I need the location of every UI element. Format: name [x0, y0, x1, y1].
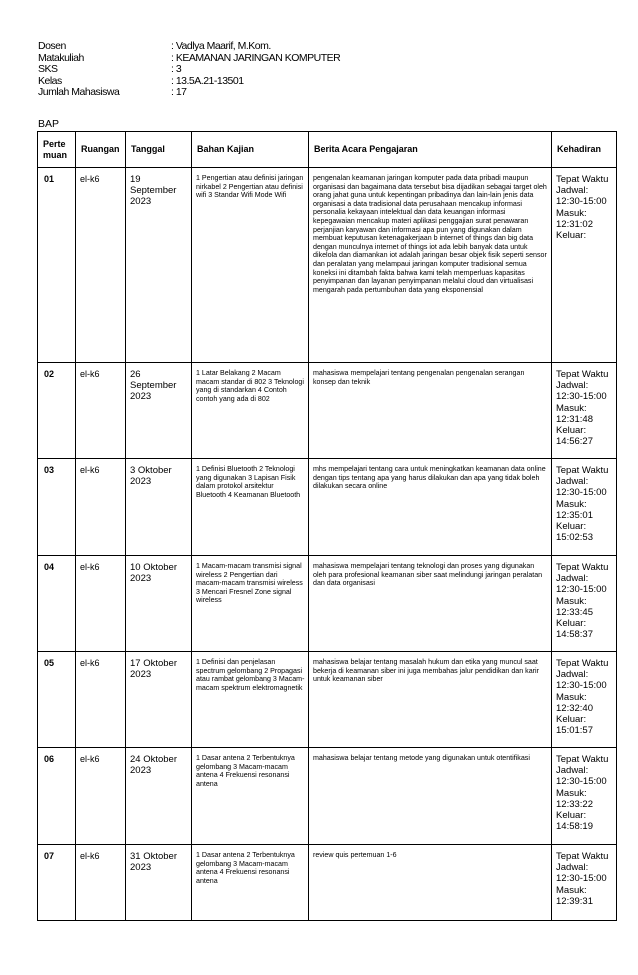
cell-tanggal: 24 Oktober 2023 [126, 748, 192, 845]
info-row-sks [38, 64, 458, 76]
cell-ruangan: el-k6 [76, 459, 126, 556]
col-header-tanggal: Tanggal [126, 132, 192, 168]
info-value: : 3 [171, 63, 182, 76]
cell-tanggal: 17 Oktober 2023 [126, 652, 192, 748]
info-label: Dosen [38, 40, 66, 52]
cell-berita-acara: mahasiswa belajar tentang masalah hukum dan etika yang muncul saat bekerja di keamanan siber ini juga membahas jalur pendidikan dan karir untuk keamanan siber [309, 652, 552, 748]
bap-title: BAP [38, 118, 60, 130]
cell-ruangan: el-k6 [76, 652, 126, 748]
table-header-row [38, 132, 617, 168]
info-row-dosen [38, 41, 458, 53]
col-header-kehadiran: Kehadiran [552, 132, 617, 168]
table-row [38, 748, 617, 845]
cell-berita-acara: mahasiswa belajar tentang metode yang digunakan untuk otentifikasi [309, 748, 552, 845]
info-row-matakuliah [38, 53, 458, 65]
col-header-ruangan: Ruangan [76, 132, 126, 168]
info-label: SKS [38, 63, 58, 76]
cell-pertemuan: 01 [38, 168, 76, 363]
cell-tanggal: 31 Oktober 2023 [126, 845, 192, 921]
cell-tanggal: 10 Oktober 2023 [126, 556, 192, 652]
info-label: Jumlah Mahasiswa [38, 86, 120, 99]
cell-bahan-kajian: 1 Latar Belakang 2 Macam macam standar di 802 3 Teknologi yang di standarkan 4 Contoh contoh yang ada di 802 [192, 363, 309, 459]
cell-berita-acara: mahasiswa mempelajari tentang pengenalan pengenalan serangan konsep dan teknik [309, 363, 552, 459]
cell-berita-acara: review quis pertemuan 1-6 [309, 845, 552, 921]
course-info [38, 41, 458, 99]
cell-ruangan: el-k6 [76, 748, 126, 845]
cell-ruangan: el-k6 [76, 845, 126, 921]
cell-pertemuan: 03 [38, 459, 76, 556]
cell-ruangan: el-k6 [76, 363, 126, 459]
cell-kehadiran: Tepat Waktu Jadwal: 12:30-15:00 Masuk: 12:39:31 [552, 845, 617, 921]
bap-table [37, 131, 617, 921]
cell-pertemuan: 06 [38, 748, 76, 845]
col-header-pertemuan: Perte muan [38, 132, 76, 168]
cell-ruangan: el-k6 [76, 556, 126, 652]
cell-kehadiran: Tepat Waktu Jadwal: 12:30-15:00 Masuk: 12:31:02 Keluar: [552, 168, 617, 363]
cell-pertemuan: 05 [38, 652, 76, 748]
cell-tanggal: 3 Oktober 2023 [126, 459, 192, 556]
table-row [38, 168, 617, 363]
table-row [38, 459, 617, 556]
cell-bahan-kajian: 1 Pengertian atau definisi jaringan nirkabel 2 Pengertian atau definisi wifi 3 Standar Wifi Mode Wifi [192, 168, 309, 363]
info-value: : 13.5A.21-13501 [171, 74, 244, 87]
table-row [38, 652, 617, 748]
table-row [38, 556, 617, 652]
cell-berita-acara: mahasiswa mempelajari tentang teknologi dan proses yang digunakan oleh para profesional keamanan siber saat melindungi jaringan peralatan dan data organisasi [309, 556, 552, 652]
cell-pertemuan: 07 [38, 845, 76, 921]
cell-berita-acara: pengenalan keamanan jaringan komputer pada data pribadi maupun organisasi dan bagaimana data tersebut bisa dijadikan sebagai target oleh orang jahat guna untuk kepentingan pribadinya dan lain-lain jenis data organisasi a data tradisional data perusahaan mencakup informasi personalia kekayaan intelektual dan data keuangan informasi kepegawaian mencakup materi aplikasi penggajian surat penawaran perjanjian karyawan dan informasi apa pun yang digunakan dalam membuat keputusan ketenagakerjaan b internet of things dan big data dengan munculnya internet of things iot ada lebih banyak data untuk dikelola dan diamankan iot adalah jaringan besar objek fisik seperti sensor dan peralatan yang melampaui jaringan komputer tradisional semua koneksi ini ditambah fakta bahwa kami telah memperluas kapasitas penyimpanan dan layanan penyimpanan melalui cloud dan virtualisasi mengarah pada pertumbuhan data yang eksponensial [309, 168, 552, 363]
cell-kehadiran: Tepat Waktu Jadwal: 12:30-15:00 Masuk: 12:35:01 Keluar: 15:02:53 [552, 459, 617, 556]
cell-pertemuan: 04 [38, 556, 76, 652]
cell-bahan-kajian: 1 Definisi dan penjelasan spectrum gelombang 2 Propagasi atau rambat gelombang 3 Macam-macam spektrum elektromagnetik [192, 652, 309, 748]
cell-ruangan: el-k6 [76, 168, 126, 363]
cell-kehadiran: Tepat Waktu Jadwal: 12:30-15:00 Masuk: 12:33:45 Keluar: 14:58:37 [552, 556, 617, 652]
info-row-jumlah-mahasiswa [38, 87, 458, 99]
cell-bahan-kajian: 1 Definisi Bluetooth 2 Teknologi yang digunakan 3 Lapisan Fisik dalam protokol arsitektur Bluetooth 4 Keamanan Bluetooth [192, 459, 309, 556]
info-value: : 17 [171, 86, 187, 99]
cell-kehadiran: Tepat Waktu Jadwal: 12:30-15:00 Masuk: 12:31:48 Keluar: 14:56:27 [552, 363, 617, 459]
cell-kehadiran: Tepat Waktu Jadwal: 12:30-15:00 Masuk: 12:32:40 Keluar: 15:01:57 [552, 652, 617, 748]
cell-tanggal: 26 September 2023 [126, 363, 192, 459]
cell-pertemuan: 02 [38, 363, 76, 459]
cell-tanggal: 19 September 2023 [126, 168, 192, 363]
info-value: : KEAMANAN JARINGAN KOMPUTER [171, 51, 341, 64]
table-row [38, 363, 617, 459]
info-value: : Vadlya Maarif, M.Kom. [171, 40, 271, 52]
info-label: Matakuliah [38, 51, 84, 64]
col-header-berita-acara: Berita Acara Pengajaran [309, 132, 552, 168]
cell-bahan-kajian: 1 Macam-macam transmisi signal wireless 2 Pengertian dari macam-macam transmisi wireless 3 Mencari Fresnel Zone signal wireless [192, 556, 309, 652]
cell-bahan-kajian: 1 Dasar antena 2 Terbentuknya gelombang 3 Macam-macam antena 4 Frekuensi resonansi antena [192, 845, 309, 921]
table-row [38, 845, 617, 921]
cell-berita-acara: mhs mempelajari tentang cara untuk meningkatkan keamanan data online dengan tips tentang apa yang harus dilakukan dan apa yang tidak boleh dilakukan secara online [309, 459, 552, 556]
cell-bahan-kajian: 1 Dasar antena 2 Terbentuknya gelombang 3 Macam-macam antena 4 Frekuensi resonansi antena [192, 748, 309, 845]
info-label: Kelas [38, 74, 62, 87]
col-header-bahan-kajian: Bahan Kajian [192, 132, 309, 168]
cell-kehadiran: Tepat Waktu Jadwal: 12:30-15:00 Masuk: 12:33:22 Keluar: 14:58:19 [552, 748, 617, 845]
